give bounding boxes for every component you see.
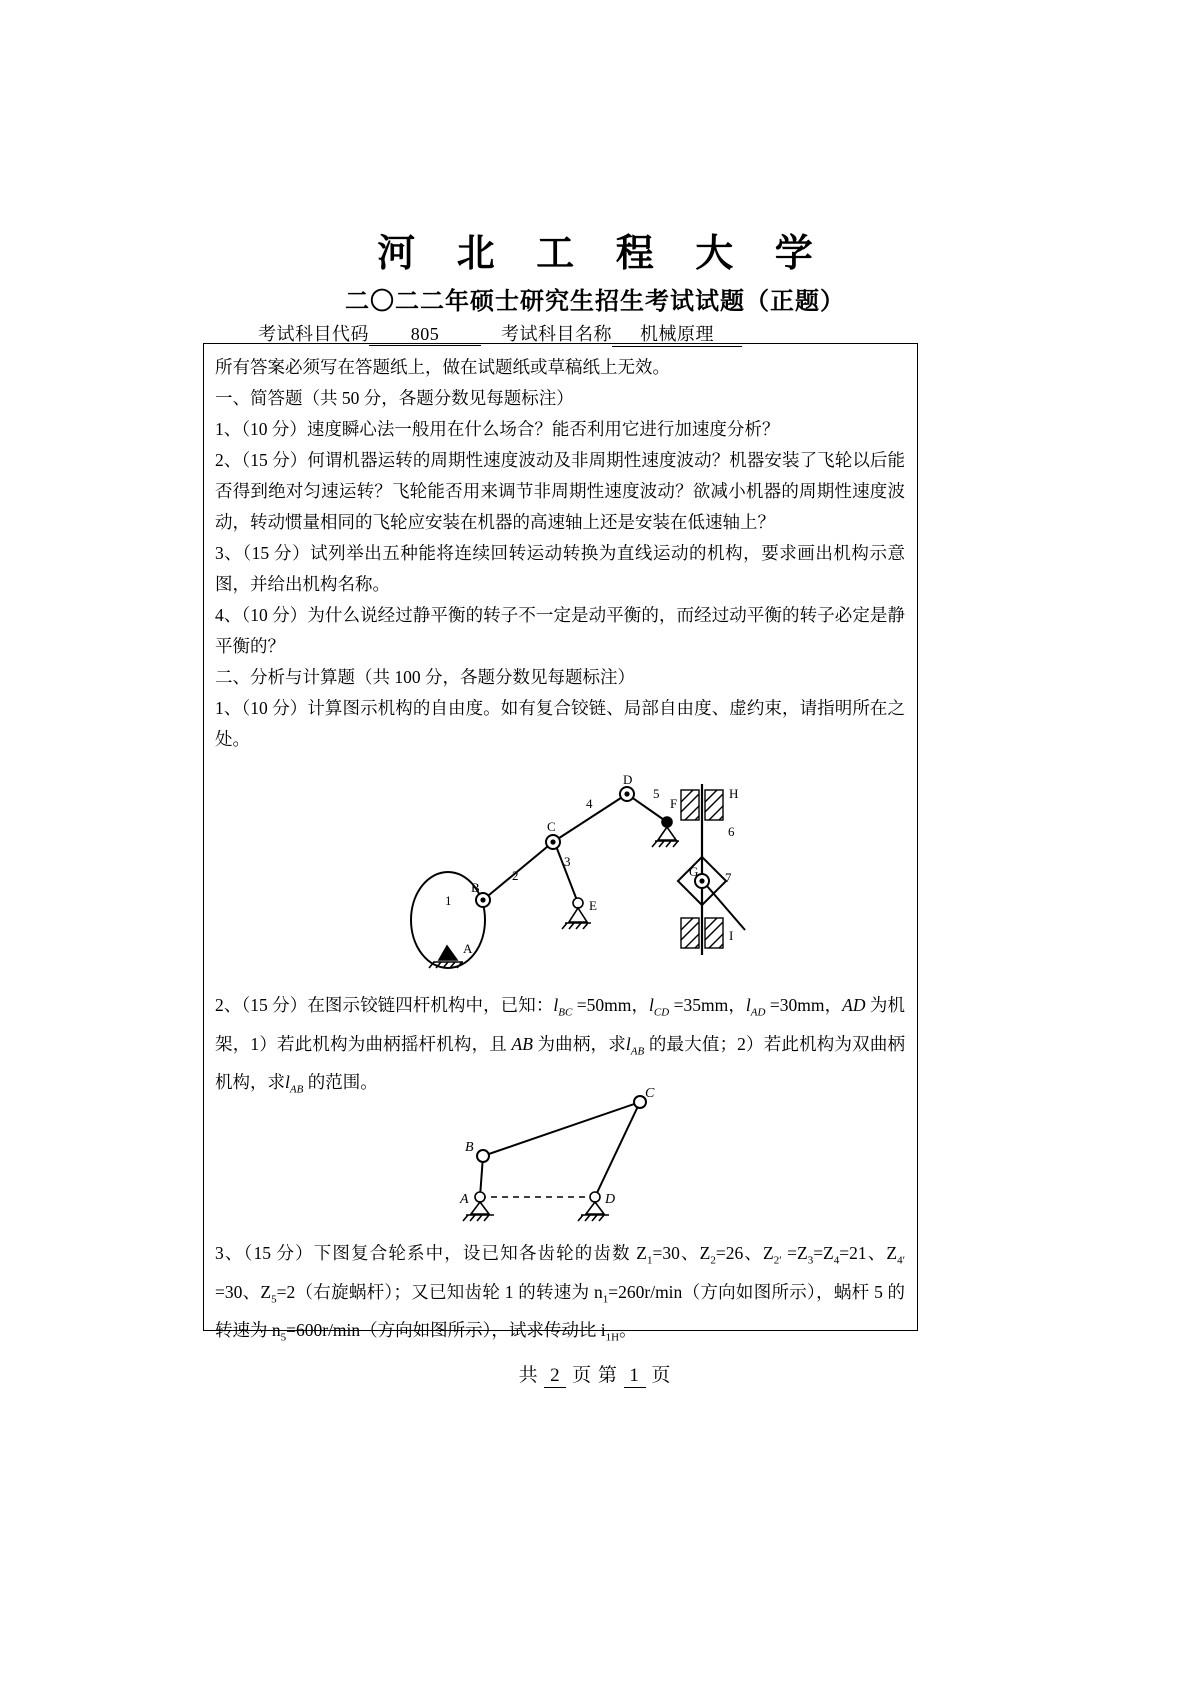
svg-text:7: 7 — [725, 870, 732, 885]
svg-text:F: F — [670, 796, 678, 811]
svg-text:H: H — [729, 786, 739, 801]
subject-name-value: 机械原理 — [612, 320, 742, 347]
exam-title: 二〇二二年硕士研究生招生考试试题（正题） — [345, 289, 845, 315]
footer-total-pages: 2 — [544, 1365, 566, 1388]
svg-text:D: D — [605, 1192, 616, 1207]
svg-text:2: 2 — [512, 868, 519, 883]
section-1-heading: 一、简答题（共 50 分，各题分数见每题标注） — [215, 388, 574, 408]
subject-name-label: 考试科目名称 — [501, 324, 612, 344]
footer-page-number: 1 — [624, 1365, 646, 1388]
section-2-question-3-block — [215, 1238, 905, 1354]
section-1-question-2: 2、（15 分）何谓机器运转的周期性速度波动及非周期性速度波动？机器安装了飞轮以后能否得到绝对匀速运转？飞轮能否用来调节非周期性速度波动？欲减小机器的周期性速度波动，转动惯量相同的飞轮应安装在机器的高速轴上还是安装在低速轴上？ — [215, 450, 905, 532]
svg-text:D: D — [623, 772, 633, 787]
svg-text:3: 3 — [564, 854, 571, 869]
svg-text:A: A — [460, 1192, 469, 1207]
section-2-question-1: 1、（10 分）计算图示机构的自由度。如有复合铰链、局部自由度、虚约束，请指明所在之处。 — [215, 698, 905, 749]
section-2-question-3: 3、（15 分）下图复合轮系中，设已知各齿轮的齿数 $Z_1=30$、$Z_2=26$、$Z_{2'} =Z_3=Z_4=21$、$Z_{4'} =30$、$Z_5=2$（右旋蜗杆）；又已知齿轮 1 的转速为 $n_1=260r/\min$（方向如图所示），蜗杆 5 的转速为 $n_5=600r/\min$（方向如图所示），试求传动比 $i_{1H}$。 — [215, 1243, 906, 1344]
subject-code-value: 805 — [369, 324, 481, 346]
svg-text:1: 1 — [445, 893, 452, 908]
exam-body — [215, 352, 905, 755]
section-1-question-1: 1、（10 分）速度瞬心法一般用在什么场合？能否利用它进行加速度分析？ — [215, 419, 780, 439]
footer-mid: 页 第 — [572, 1365, 618, 1386]
footer-prefix: 共 — [518, 1365, 539, 1386]
svg-text:A: A — [463, 941, 473, 956]
svg-text:C: C — [547, 819, 556, 834]
svg-text:I: I — [729, 928, 734, 943]
university-title: 河 北 工 程 大 学 — [377, 233, 829, 275]
section-1-question-4: 4、（10 分）为什么说经过静平衡的转子不一定是动平衡的，而经过动平衡的转子必定是静平衡的？ — [215, 605, 905, 656]
footer-suffix: 页 — [651, 1365, 672, 1386]
svg-text:B: B — [465, 1140, 474, 1155]
answer-notice: 所有答案必须写在答题纸上，做在试题纸或草稿纸上无效。 — [215, 357, 670, 377]
svg-text:G: G — [689, 864, 699, 879]
svg-text:5: 5 — [653, 786, 660, 801]
section-1-question-3: 3、（15 分）试列举出五种能将连续回转运动转换为直线运动的机构，要求画出机构示意图，并给出机构名称。 — [215, 543, 905, 594]
svg-text:C: C — [645, 1086, 655, 1101]
svg-text:4: 4 — [586, 796, 593, 811]
page-footer — [0, 1360, 1190, 1388]
section-2-heading: 二、分析与计算题（共 100 分，各题分数见每题标注） — [215, 667, 635, 687]
figure-four-bar-linkage — [215, 1085, 905, 1230]
svg-text:B: B — [471, 880, 480, 895]
figure-linkage-mechanism — [215, 770, 905, 985]
svg-text:6: 6 — [728, 824, 735, 839]
svg-text:E: E — [589, 898, 597, 913]
subject-code-label: 考试科目代码 — [258, 324, 369, 344]
section-2-question-2: 2、（15 分）在图示铰链四杆机构中，已知：$l_{BC} =50mm$，$l_{CD} =35mm$，$l_{AD} =30mm$，AD 为机架，1）若此机构为曲柄摇杆机构，且 AB 为曲柄，求$l_{AB}$ 的最大值；2）若此机构为双曲柄机构，求$l_{AB}$ 的范围。 — [215, 995, 906, 1096]
